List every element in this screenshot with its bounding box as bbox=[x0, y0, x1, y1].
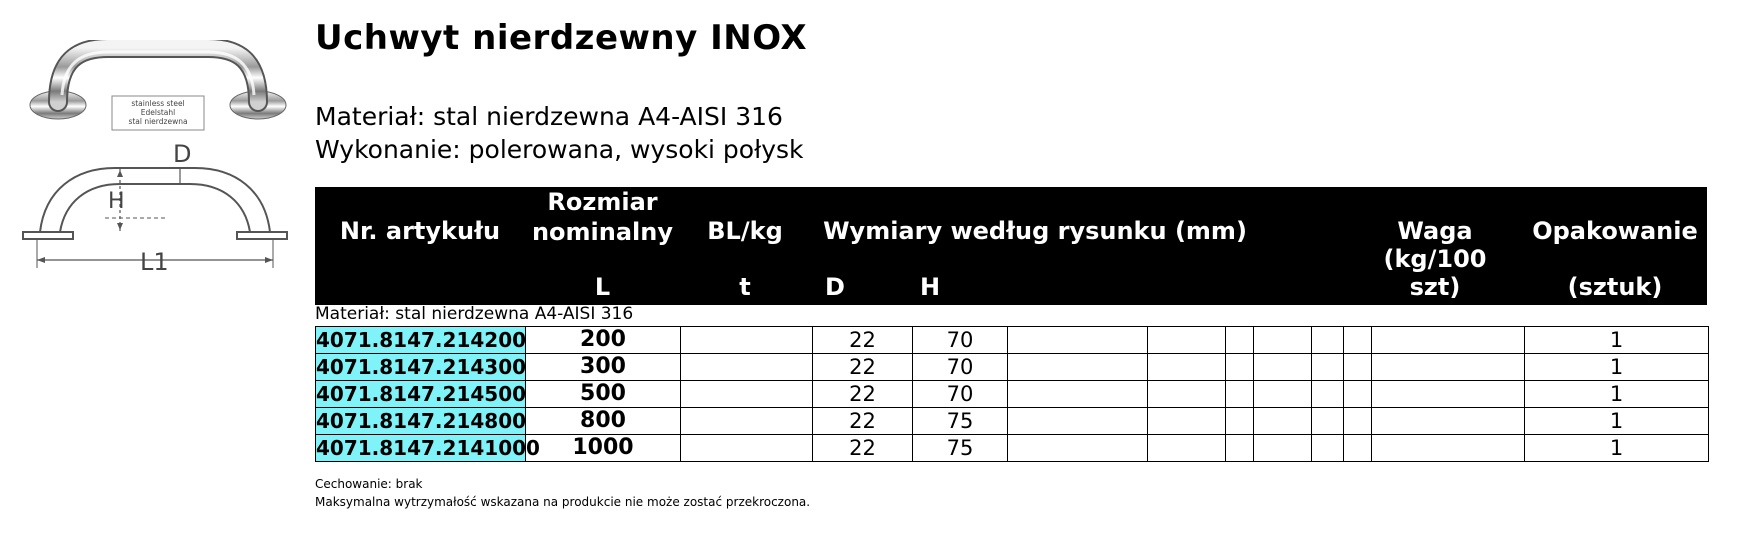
d-cell: 22 bbox=[813, 435, 913, 462]
article-cell: 4071.8147.214300 bbox=[316, 355, 527, 379]
table-row bbox=[316, 381, 1709, 408]
pack-cell: 1 bbox=[1525, 327, 1709, 354]
table-header bbox=[315, 187, 1707, 305]
note-strength: Maksymalna wytrzymałość wskazana na produkcie nie może zostać przekroczona. bbox=[315, 495, 811, 509]
size-cell: 300 bbox=[526, 354, 681, 381]
technical-drawing bbox=[15, 140, 295, 300]
header-blkg: BL/kg bbox=[707, 217, 783, 245]
article-cell: 4071.8147.214200 bbox=[316, 328, 527, 352]
d-cell: 22 bbox=[813, 381, 913, 408]
header-nominal-2: nominalny bbox=[531, 218, 674, 246]
article-cell: 4071.8147.214500 bbox=[316, 382, 527, 406]
stamp-text-2: Edelstahl bbox=[140, 108, 176, 117]
pack-cell: 1 bbox=[1525, 408, 1709, 435]
material-row: Materiał: stal nierdzewna A4-AISI 316 bbox=[315, 304, 634, 324]
header-dim-d: D bbox=[825, 273, 845, 301]
d-cell: 22 bbox=[813, 354, 913, 381]
header-nominal-sub: L bbox=[594, 273, 611, 301]
pack-cell: 1 bbox=[1525, 435, 1709, 462]
d-cell: 22 bbox=[813, 327, 913, 354]
table-row bbox=[316, 435, 1709, 462]
stamp-text-3: stal nierdzewna bbox=[128, 117, 188, 126]
header-dims: Wymiary według rysunku (mm) bbox=[823, 217, 1247, 245]
page-title: Uchwyt nierdzewny INOX bbox=[315, 18, 808, 58]
header-blkg-sub: t bbox=[739, 273, 751, 301]
product-photo bbox=[18, 40, 298, 140]
finish-line: Wykonanie: polerowana, wysoki połysk bbox=[315, 135, 804, 164]
size-cell: 800 bbox=[526, 408, 681, 435]
table-row bbox=[316, 327, 1709, 354]
note-marking: Cechowanie: brak bbox=[315, 477, 423, 491]
size-cell: 200 bbox=[526, 327, 681, 354]
h-cell: 70 bbox=[913, 381, 1008, 408]
header-weight-1: Waga bbox=[1397, 217, 1473, 245]
header-nominal-1: Rozmiar bbox=[547, 188, 658, 216]
table-row bbox=[316, 408, 1709, 435]
drawing-label-h: H bbox=[108, 189, 125, 214]
size-cell: 1000 bbox=[526, 435, 681, 462]
header-dim-h: H bbox=[919, 273, 941, 301]
article-cell: 4071.8147.2141000 bbox=[316, 436, 540, 460]
material-line: Materiał: stal nierdzewna A4-AISI 316 bbox=[315, 102, 783, 131]
stamp-text-1: stainless steel bbox=[131, 99, 185, 108]
header-pack-2: (sztuk) bbox=[1567, 273, 1663, 301]
header-article: Nr. artykułu bbox=[339, 217, 501, 245]
d-cell: 22 bbox=[813, 408, 913, 435]
h-cell: 70 bbox=[913, 354, 1008, 381]
data-table bbox=[315, 326, 1709, 462]
table-row bbox=[316, 354, 1709, 381]
header-pack-1: Opakowanie bbox=[1532, 217, 1698, 245]
size-cell: 500 bbox=[526, 381, 681, 408]
article-cell: 4071.8147.214800 bbox=[316, 409, 527, 433]
drawing-label-d: D bbox=[173, 140, 192, 168]
pack-cell: 1 bbox=[1525, 381, 1709, 408]
h-cell: 70 bbox=[913, 327, 1008, 354]
header-weight-3: szt) bbox=[1409, 273, 1461, 301]
h-cell: 75 bbox=[913, 435, 1008, 462]
h-cell: 75 bbox=[913, 408, 1008, 435]
drawing-label-l1: L1 bbox=[140, 248, 169, 276]
header-weight-2: (kg/100 bbox=[1383, 245, 1487, 273]
pack-cell: 1 bbox=[1525, 354, 1709, 381]
